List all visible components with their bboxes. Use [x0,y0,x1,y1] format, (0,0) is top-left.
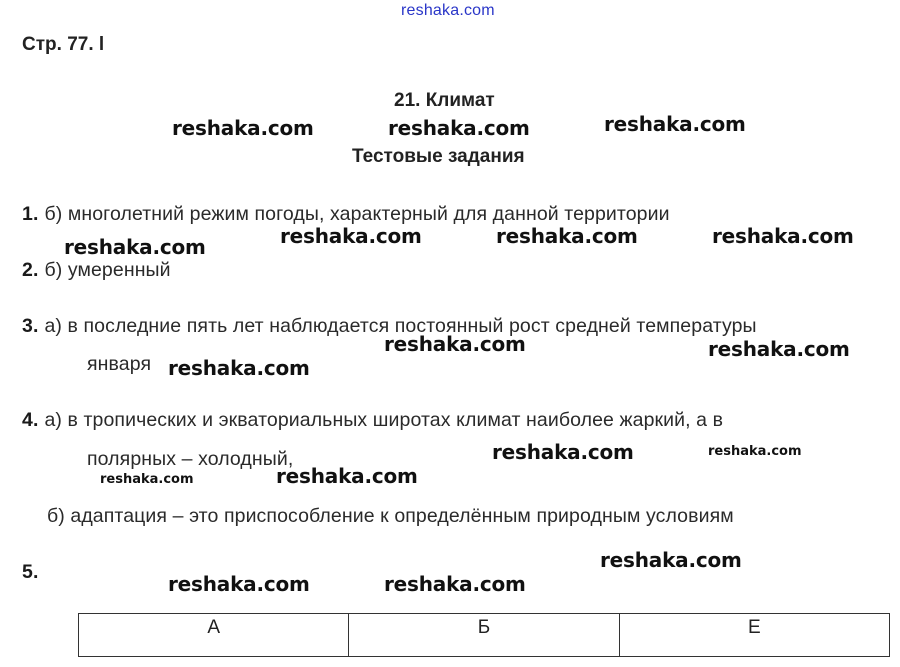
watermark: reshaka.com [496,224,638,248]
answer-number: 4. [22,409,39,431]
answer-text: а) в тропических и экваториальных широтах климат наиболее жаркий, а в [44,409,724,431]
answer-4-part-b: б) адаптация – это приспособление к определённым природным условиям [47,505,734,527]
answer-number: 3. [22,315,39,337]
watermark-small: reshaka.com [708,444,802,459]
watermark: reshaka.com [64,235,206,259]
watermark-small: reshaka.com [100,472,194,487]
table-header-cell: Е [619,614,889,657]
watermark: reshaka.com [600,548,742,572]
page-reference: Стр. 77. l [22,34,105,55]
answer-number: 5. [22,561,39,583]
watermark: reshaka.com [280,224,422,248]
watermark: reshaka.com [168,356,310,380]
watermark: reshaka.com [388,116,530,140]
answer-3-continued: января [87,353,152,375]
answer-number: 1. [22,203,39,225]
watermark: reshaka.com [492,440,634,464]
answer-text: а) в последние пять лет наблюдается постоянный рост средней температуры [44,315,757,337]
table-header-row [79,614,890,657]
answer-4-continued: полярных – холодный, [87,448,294,470]
answer-5 [22,561,44,584]
section-title: 21. Климат [394,90,495,111]
watermark: reshaka.com [168,572,310,596]
watermark: reshaka.com [384,572,526,596]
site-link[interactable]: reshaka.com [401,2,495,19]
watermark: reshaka.com [708,337,850,361]
answer-number: 2. [22,259,39,281]
watermark: reshaka.com [604,112,746,136]
table-header-cell: А [79,614,349,657]
watermark: reshaka.com [172,116,314,140]
table-header-cell: Б [349,614,619,657]
answer-table [78,613,890,657]
answer-1 [22,203,670,226]
watermark: reshaka.com [276,464,418,488]
answer-text: б) многолетний режим погоды, характерный для данной территории [44,203,670,225]
watermark: reshaka.com [712,224,854,248]
answer-2 [22,259,171,282]
watermark: reshaka.com [384,332,526,356]
answer-text: б) умеренный [44,259,171,281]
section-subtitle: Тестовые задания [352,146,525,167]
answer-4 [22,409,723,432]
